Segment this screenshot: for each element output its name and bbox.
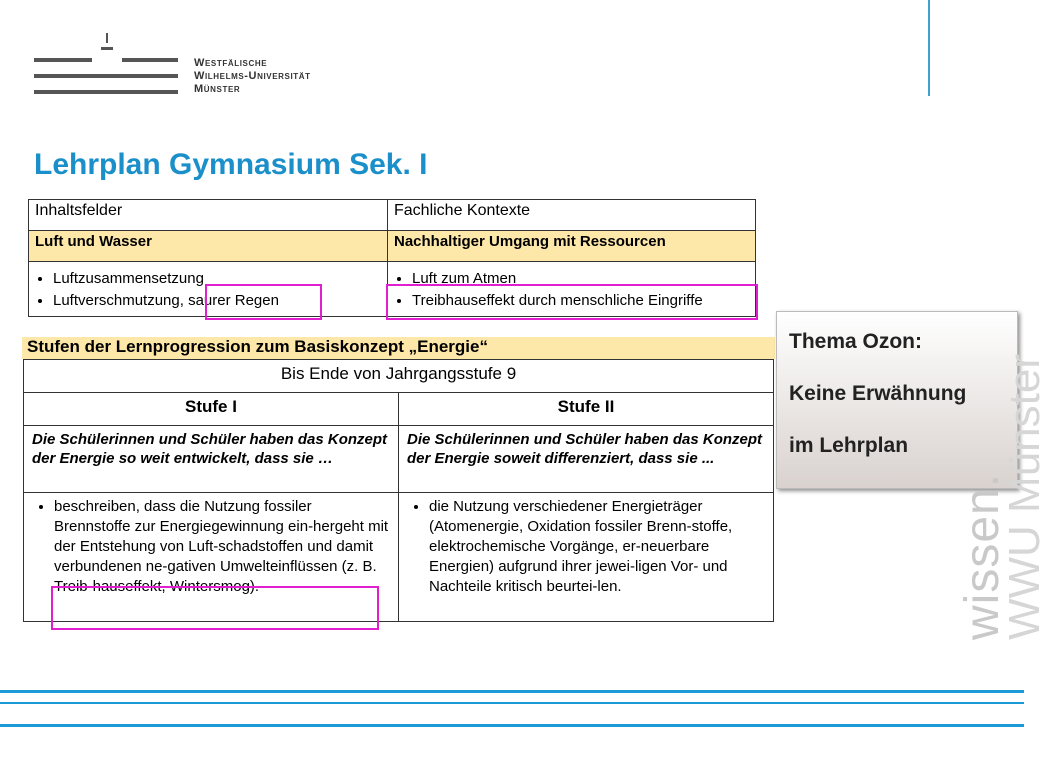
list-item: • die Nutzung verschiedener Energieträger (Atomenergie, Oxidation fossiler Brenn-stoffe, elektrochemische Vorgänge, er-neuerbare Energien) aufgrund ihrer jewei-ligen Vor- und Nachteile kritisch beurtei-len.: [429, 497, 765, 597]
footer-line: [0, 690, 1024, 693]
header-cell: Fachliche Kontexte: [388, 200, 756, 231]
column-header: Stufe I: [24, 393, 399, 426]
list-item: • Luftzusammensetzung: [53, 268, 381, 290]
slide-title: Lehrplan Gymnasium Sek. I: [34, 148, 428, 181]
stufen-title: Stufen der Lernprogression zum Basiskonzept „Energie“: [27, 337, 488, 356]
footer-line: [0, 724, 1024, 727]
highlight-box: [205, 284, 322, 320]
logo-line-1: Westfälische: [194, 57, 268, 69]
logo-mark: [106, 33, 108, 43]
subheader-cell: Nachhaltiger Umgang mit Ressourcen: [388, 231, 756, 262]
highlight-box: [51, 586, 379, 630]
column-header: Stufe II: [399, 393, 774, 426]
highlight-box: [386, 284, 758, 320]
logo-text: [194, 57, 311, 96]
logo-line-2: Wilhelms-Universität: [194, 70, 311, 82]
list-item: • Luftverschmutzung, saurer Regen: [53, 290, 381, 312]
content-cell: [399, 493, 774, 622]
footer-line: [0, 702, 1024, 704]
range-cell: Bis Ende von Jahrgangsstufe 9: [24, 360, 774, 393]
watermark-wwu: WWU Münster: [1000, 354, 1049, 640]
watermark-wissen: wissen.: [956, 472, 1009, 640]
callout-line-3: im Lehrplan: [789, 434, 909, 457]
wwu-logo: [34, 30, 334, 100]
callout-line-1: Thema Ozon:: [789, 330, 923, 353]
callout-line-2: Keine Erwähnung: [789, 382, 967, 405]
header-divider: [928, 0, 930, 96]
list-item: • Treibhauseffekt durch menschliche Eingriffe: [412, 290, 749, 312]
intro-cell: Die Schülerinnen und Schüler haben das Konzept der Energie soweit differenziert, dass sie ...: [399, 426, 774, 493]
logo-line-3: Münster: [194, 83, 241, 95]
logo-mark: [101, 47, 113, 50]
list-item: • Luft zum Atmen: [412, 268, 749, 290]
header-cell: Inhaltsfelder: [29, 200, 388, 231]
list-item: • beschreiben, dass die Nutzung fossiler Brennstoffe zur Energiegewinnung ein-hergeht mit der Entstehung von Luft-schadstoffen und damit verbundenen ne-gativen Umwelteinflüssen (z. B. Treib-hauseffekt, Wintersmog).: [54, 497, 390, 597]
logo-bar: [34, 90, 178, 94]
logo-bar: [34, 58, 92, 62]
logo-bar: [34, 74, 178, 78]
logo-bar: [122, 58, 178, 62]
subheader-cell: Luft und Wasser: [29, 231, 388, 262]
callout-box: [776, 311, 1018, 489]
progression-table: [23, 359, 774, 622]
intro-cell: Die Schülerinnen und Schüler haben das Konzept der Energie so weit entwickelt, dass sie …: [24, 426, 399, 493]
